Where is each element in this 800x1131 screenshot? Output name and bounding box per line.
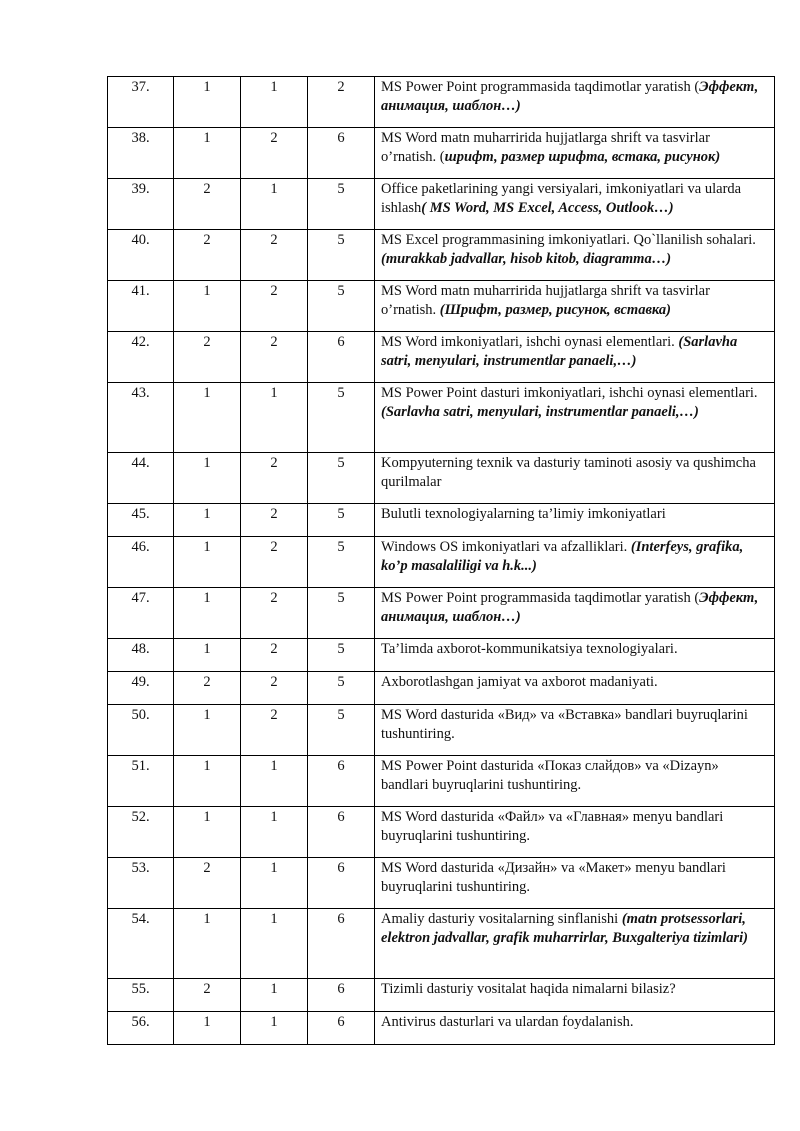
row-number-cell: 52.	[108, 807, 174, 858]
table-row	[108, 909, 775, 979]
col-3-cell: 5	[308, 383, 375, 453]
question-emphasis: (Sarlavha satri, menyulari, instrumentlar panaeli,…)	[381, 403, 699, 420]
col-3-cell: 5	[308, 537, 375, 588]
question-text: MS Excel programmasining imkoniyatlari. Qo`llanilish sohalari.	[381, 232, 756, 248]
col-1-cell: 2	[174, 672, 241, 705]
col-1-cell: 1	[174, 128, 241, 179]
question-emphasis: (Шрифт, размер, рисунок, вставка)	[439, 301, 671, 318]
document-page	[107, 76, 774, 1045]
col-2-cell: 2	[241, 281, 308, 332]
table-row	[108, 588, 775, 639]
col-2-cell: 1	[241, 756, 308, 807]
question-text: Axborotlashgan jamiyat va axborot madaniyati.	[381, 674, 658, 690]
question-text-cell	[375, 672, 775, 705]
col-1-cell: 1	[174, 1012, 241, 1045]
table-row	[108, 453, 775, 504]
col-2-cell: 2	[241, 639, 308, 672]
question-text: MS Word imkoniyatlari, ishchi oynasi elementlari.	[381, 334, 679, 350]
question-text-cell	[375, 281, 775, 332]
question-text: Amaliy dasturiy vositalarning sinflanishi	[381, 911, 622, 927]
col-3-cell: 5	[308, 230, 375, 281]
question-text-cell	[375, 504, 775, 537]
col-1-cell: 1	[174, 453, 241, 504]
table-row	[108, 807, 775, 858]
col-3-cell: 6	[308, 332, 375, 383]
question-emphasis: (murakkab jadvallar, hisob kitob, diagramma…)	[381, 250, 672, 267]
col-2-cell: 2	[241, 537, 308, 588]
table-row	[108, 179, 775, 230]
question-text-cell	[375, 979, 775, 1012]
col-3-cell: 5	[308, 504, 375, 537]
col-1-cell: 1	[174, 756, 241, 807]
col-1-cell: 1	[174, 909, 241, 979]
col-1-cell: 2	[174, 332, 241, 383]
question-text-cell	[375, 807, 775, 858]
row-number-cell: 55.	[108, 979, 174, 1012]
question-text-cell	[375, 588, 775, 639]
row-number-cell: 45.	[108, 504, 174, 537]
row-number-cell: 37.	[108, 77, 174, 128]
row-number-cell: 56.	[108, 1012, 174, 1045]
table-row	[108, 639, 775, 672]
question-emphasis: Эффект, анимация, шаблон…)	[381, 79, 759, 114]
col-3-cell: 5	[308, 705, 375, 756]
col-3-cell: 5	[308, 588, 375, 639]
col-3-cell: 6	[308, 756, 375, 807]
col-3-cell: 5	[308, 639, 375, 672]
question-text: MS Power Point dasturi imkoniyatlari, ishchi oynasi elementlari.	[381, 385, 758, 401]
question-text: Bulutli texnologiyalarning ta’limiy imkoniyatlari	[381, 506, 666, 522]
questions-table	[107, 76, 775, 1045]
table-row	[108, 332, 775, 383]
col-1-cell: 1	[174, 383, 241, 453]
question-text: MS Power Point programmasida taqdimotlar yaratish (	[381, 79, 700, 95]
row-number-cell: 46.	[108, 537, 174, 588]
col-2-cell: 2	[241, 332, 308, 383]
col-2-cell: 2	[241, 453, 308, 504]
row-number-cell: 38.	[108, 128, 174, 179]
col-2-cell: 1	[241, 807, 308, 858]
table-row	[108, 756, 775, 807]
question-text: MS Word matn muharririda hujjatlarga shrift va tasvirlar o’rnatish.	[381, 283, 710, 318]
row-number-cell: 39.	[108, 179, 174, 230]
col-2-cell: 1	[241, 979, 308, 1012]
col-3-cell: 6	[308, 1012, 375, 1045]
table-row	[108, 383, 775, 453]
question-text: Antivirus dasturlari va ulardan foydalanish.	[381, 1014, 634, 1030]
row-number-cell: 47.	[108, 588, 174, 639]
question-text: MS Power Point dasturida «Показ слайдов» va «Dizayn» bandlari buyruqlarini tushuntiring.	[381, 758, 719, 793]
col-1-cell: 1	[174, 639, 241, 672]
col-1-cell: 1	[174, 537, 241, 588]
question-emphasis: ( MS Word, MS Excel, Access, Outlook…)	[421, 199, 674, 216]
col-1-cell: 1	[174, 588, 241, 639]
col-2-cell: 2	[241, 705, 308, 756]
col-3-cell: 6	[308, 979, 375, 1012]
question-text-cell	[375, 77, 775, 128]
question-emphasis: (matn protsessorlari, elektron jadvallar, grafik muharrirlar, Buxgalteriya tizimlari)	[381, 911, 748, 946]
table-row	[108, 537, 775, 588]
question-text-cell	[375, 705, 775, 756]
question-text: MS Word matn muharririda hujjatlarga shrift va tasvirlar o’rnatish. (	[381, 130, 710, 165]
col-1-cell: 1	[174, 281, 241, 332]
col-2-cell: 2	[241, 672, 308, 705]
question-text: MS Word dasturida «Файл» va «Главная» menyu bandlari buyruqlarini tushuntiring.	[381, 809, 724, 844]
question-text: Kompyuterning texnik va dasturiy taminoti asosiy va qushimcha qurilmalar	[381, 455, 756, 490]
table-row	[108, 230, 775, 281]
table-row	[108, 705, 775, 756]
question-text: MS Word dasturida «Дизайн» va «Макет» menyu bandlari buyruqlarini tushuntiring.	[381, 860, 726, 895]
question-text: Ta’limda axborot-kommunikatsiya texnologiyalari.	[381, 641, 678, 657]
question-emphasis: шрифт, размер шрифта, встака, рисунок)	[444, 148, 721, 165]
col-3-cell: 5	[308, 281, 375, 332]
question-text-cell	[375, 756, 775, 807]
question-emphasis: (Interfeys, grafika, ko’p masalaliligi va h.k...)	[381, 539, 744, 574]
col-2-cell: 1	[241, 77, 308, 128]
question-text-cell	[375, 128, 775, 179]
row-number-cell: 48.	[108, 639, 174, 672]
table-row	[108, 128, 775, 179]
col-1-cell: 1	[174, 705, 241, 756]
question-text: MS Word dasturida «Вид» va «Вставка» bandlari buyruqlarini tushuntiring.	[381, 707, 748, 742]
question-text-cell	[375, 383, 775, 453]
col-3-cell: 6	[308, 909, 375, 979]
col-3-cell: 6	[308, 807, 375, 858]
col-2-cell: 2	[241, 588, 308, 639]
col-1-cell: 2	[174, 979, 241, 1012]
col-1-cell: 1	[174, 807, 241, 858]
questions-table-body	[108, 77, 775, 1045]
row-number-cell: 40.	[108, 230, 174, 281]
question-text-cell	[375, 332, 775, 383]
col-3-cell: 5	[308, 179, 375, 230]
col-2-cell: 1	[241, 909, 308, 979]
question-text: Tizimli dasturiy vositalat haqida nimalarni bilasiz?	[381, 981, 676, 997]
row-number-cell: 41.	[108, 281, 174, 332]
col-2-cell: 2	[241, 128, 308, 179]
question-text-cell	[375, 858, 775, 909]
row-number-cell: 43.	[108, 383, 174, 453]
row-number-cell: 53.	[108, 858, 174, 909]
col-1-cell: 1	[174, 77, 241, 128]
question-emphasis: (Sarlavha satri, menyulari, instrumentlar panaeli,…)	[381, 334, 738, 369]
question-emphasis: Эффект, анимация, шаблон…)	[381, 590, 759, 625]
col-2-cell: 1	[241, 1012, 308, 1045]
question-text-cell	[375, 179, 775, 230]
question-text: MS Power Point programmasida taqdimotlar yaratish (	[381, 590, 700, 606]
row-number-cell: 44.	[108, 453, 174, 504]
col-3-cell: 2	[308, 77, 375, 128]
question-text-cell	[375, 453, 775, 504]
col-1-cell: 2	[174, 858, 241, 909]
col-3-cell: 5	[308, 453, 375, 504]
col-2-cell: 1	[241, 179, 308, 230]
question-text-cell	[375, 1012, 775, 1045]
question-text-cell	[375, 230, 775, 281]
col-3-cell: 6	[308, 858, 375, 909]
table-row	[108, 979, 775, 1012]
col-2-cell: 1	[241, 858, 308, 909]
table-row	[108, 672, 775, 705]
question-text-cell	[375, 909, 775, 979]
row-number-cell: 54.	[108, 909, 174, 979]
col-1-cell: 2	[174, 230, 241, 281]
row-number-cell: 42.	[108, 332, 174, 383]
table-row	[108, 1012, 775, 1045]
col-3-cell: 5	[308, 672, 375, 705]
col-2-cell: 2	[241, 504, 308, 537]
table-row	[108, 858, 775, 909]
question-text: Office paketlarining yangi versiyalari, imkoniyatlari va ularda ishlash	[381, 181, 742, 216]
col-1-cell: 2	[174, 179, 241, 230]
table-row	[108, 504, 775, 537]
row-number-cell: 51.	[108, 756, 174, 807]
col-3-cell: 6	[308, 128, 375, 179]
question-text-cell	[375, 537, 775, 588]
question-text: Windows OS imkoniyatlari va afzalliklari.	[381, 539, 631, 555]
table-row	[108, 281, 775, 332]
col-2-cell: 2	[241, 230, 308, 281]
table-row	[108, 77, 775, 128]
row-number-cell: 49.	[108, 672, 174, 705]
col-1-cell: 1	[174, 504, 241, 537]
col-2-cell: 1	[241, 383, 308, 453]
question-text-cell	[375, 639, 775, 672]
row-number-cell: 50.	[108, 705, 174, 756]
